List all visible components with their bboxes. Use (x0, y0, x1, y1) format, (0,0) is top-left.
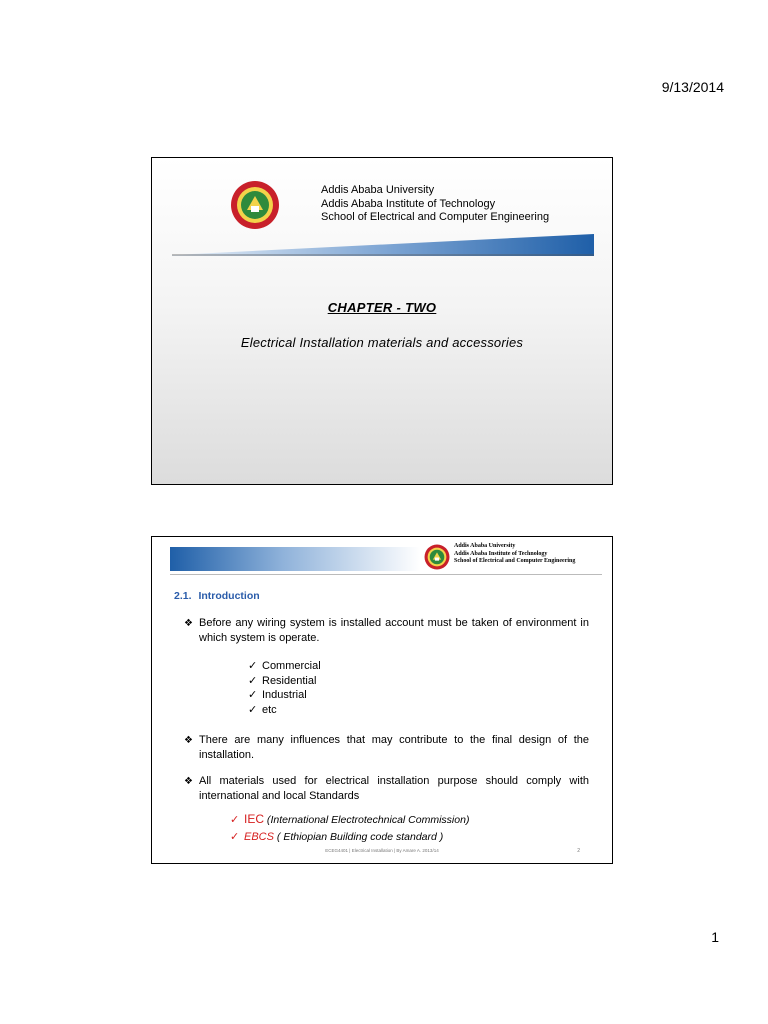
list-item (248, 674, 321, 689)
check-icon: ✓ (230, 814, 240, 826)
standard-open: ( (273, 831, 284, 843)
diamond-bullet-icon: ❖ (184, 735, 193, 746)
university-name: Addis Ababa University (321, 184, 435, 196)
environment-list (248, 659, 321, 717)
university-seal-logo (230, 180, 280, 230)
list-item-label: Industrial (262, 689, 307, 701)
bullet-item (184, 774, 589, 804)
institution-header (321, 184, 549, 225)
diamond-bullet-icon: ❖ (184, 618, 193, 629)
list-item (248, 688, 321, 703)
slide-number: 2 (577, 848, 580, 854)
section-heading (174, 590, 260, 602)
header-accent-bar (172, 234, 594, 256)
list-item-label: etc (262, 703, 277, 716)
slide-footer: ECEG4401 | Electrical Installation | By Amare A. 2013/14 (325, 848, 439, 853)
page-number: 1 (711, 929, 719, 945)
standard-code: IEC (244, 812, 265, 826)
slide-1 (151, 157, 613, 485)
institute-name: Addis Ababa Institute of Technology (454, 550, 548, 557)
university-name: Addis Ababa University (454, 543, 516, 549)
check-icon: ✓ (248, 703, 258, 716)
bullet-item (184, 733, 589, 763)
standard-open: ( (264, 814, 271, 826)
school-name: School of Electrical and Computer Engineering (321, 211, 550, 223)
standard-close: ) (465, 814, 470, 826)
institute-name: Addis Ababa Institute of Technology (321, 197, 496, 210)
list-item (230, 811, 469, 828)
check-icon: ✓ (248, 674, 258, 687)
standard-description: Ethiopian Building code standard (283, 831, 437, 843)
check-icon: ✓ (230, 831, 240, 843)
header-divider (170, 574, 602, 575)
standards-list (230, 811, 469, 845)
school-name: School of Electrical and Computer Engineering (454, 558, 576, 564)
list-item (248, 703, 321, 718)
standard-code: EBCS (244, 831, 274, 843)
check-icon: ✓ (248, 689, 258, 701)
bullet-text: All materials used for electrical installation purpose should comply with international and local Standards (199, 775, 589, 802)
institution-header (454, 543, 575, 566)
slide-2 (151, 536, 613, 864)
page-date: 9/13/2014 (661, 79, 724, 95)
standard-close: ) (436, 831, 444, 843)
chapter-title: CHAPTER - TWO (327, 300, 437, 315)
bullet-text: Before any wiring system is installed account must be taken of environment in which system is operate. (199, 617, 589, 644)
list-item (230, 828, 469, 845)
bullet-text: There are many influences that may contribute to the final design of the installation. (199, 734, 589, 761)
section-title: Introduction (198, 590, 260, 602)
chapter-subtitle: Electrical Installation materials and accessories (240, 335, 524, 350)
university-seal-logo (424, 544, 450, 570)
check-icon: ✓ (248, 660, 258, 672)
section-number: 2.1. (174, 590, 192, 602)
bullet-item (184, 616, 589, 646)
list-item (248, 659, 321, 674)
header-accent-bar (170, 547, 420, 571)
list-item-label: Residential (262, 674, 317, 687)
standard-description: International Electrotechnical Commission (270, 814, 466, 826)
list-item-label: Commercial (262, 660, 321, 672)
diamond-bullet-icon: ❖ (184, 776, 193, 787)
